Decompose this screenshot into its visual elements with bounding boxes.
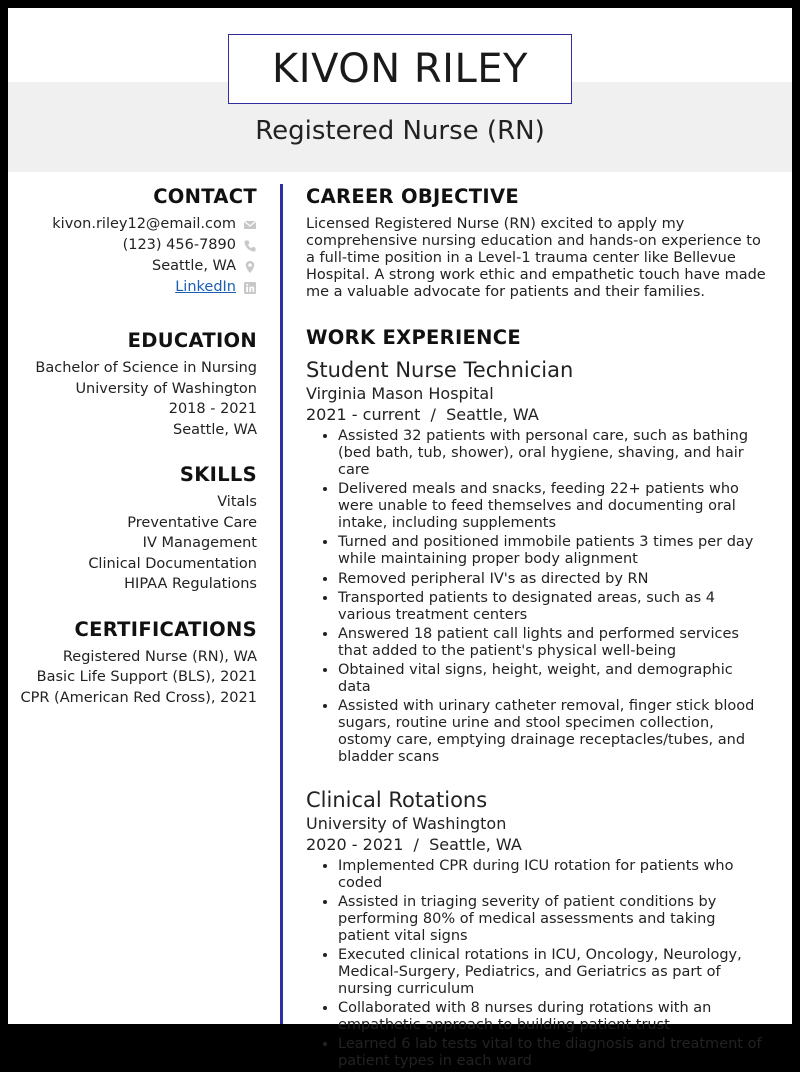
job-bullet: • Implemented CPR during ICU rotation for patients who coded: [338, 858, 766, 892]
education-degree: Bachelor of Science in Nursing: [35, 360, 257, 376]
contact-phone: (123) 456-7890: [122, 237, 236, 254]
location-pin-icon: [243, 260, 257, 274]
objective-heading: CAREER OBJECTIVE: [306, 185, 519, 208]
envelope-icon: [243, 218, 257, 232]
phone-icon: [243, 239, 257, 253]
experience-heading: WORK EXPERIENCE: [306, 326, 522, 349]
resume-page: [8, 8, 792, 1070]
linkedin-icon: [243, 281, 257, 295]
job-company: Virginia Mason Hospital: [306, 384, 494, 403]
contact-heading: CONTACT: [153, 185, 257, 208]
job-bullet: • Transported patients to designated areas, such as 4 various treatment centers: [338, 590, 766, 624]
job-dates: 2020 - 2021 / Seattle, WA: [306, 834, 522, 854]
education-heading: EDUCATION: [127, 329, 257, 352]
contact-phone-row: [8, 235, 257, 256]
skill-item: IV Management: [142, 535, 257, 551]
job-bullet: • Assisted 32 patients with personal care, such as bathing (bed bath, tub, shower), oral hygiene, shaving, and hair care: [338, 428, 766, 479]
education-location: Seattle, WA: [172, 421, 257, 438]
contact-email-row: [8, 214, 257, 235]
job-bullet: • Executed clinical rotations in ICU, Oncology, Neurology, Medical-Surgery, Pediatrics, and Geriatrics as part of nursing curriculum: [338, 947, 766, 998]
skill-item: HIPAA Regulations: [124, 576, 257, 592]
contact-location-row: [8, 256, 257, 277]
right-column: [306, 184, 766, 1072]
contact-email[interactable]: kivon.riley12@email.com: [52, 216, 236, 233]
certification-item: Registered Nurse (RN), WA: [62, 648, 257, 665]
job-title-header: Registered Nurse (RN): [255, 116, 545, 146]
job-title: Clinical Rotations: [306, 787, 488, 812]
skills-heading: SKILLS: [179, 463, 257, 486]
column-divider: [280, 184, 283, 1024]
job-entry: [306, 787, 766, 1071]
linkedin-link[interactable]: LinkedIn: [175, 279, 236, 296]
job-bullets: [306, 428, 766, 766]
certifications-heading: CERTIFICATIONS: [74, 617, 257, 641]
skill-item: Clinical Documentation: [88, 555, 257, 572]
job-bullet: • Obtained vital signs, height, weight, and demographic data: [338, 662, 766, 696]
contact-linkedin-row: [8, 277, 257, 298]
job-bullets: [306, 858, 766, 1071]
education-school: University of Washington: [75, 380, 257, 397]
education-years: 2018 - 2021: [168, 401, 257, 417]
contact-location: Seattle, WA: [151, 258, 236, 275]
candidate-name: KIVON RILEY: [228, 34, 572, 104]
certification-item: Basic Life Support (BLS), 2021: [36, 669, 257, 685]
job-bullet: • Removed peripheral IV's as directed by RN: [338, 571, 766, 588]
skill-item: Preventative Care: [127, 514, 257, 531]
skill-item: Vitals: [217, 494, 257, 510]
job-bullet: • Assisted in triaging severity of patient conditions by performing 80% of medical assessments and taking patient vital signs: [338, 894, 766, 945]
job-bullet: • Collaborated with 8 nurses during rotations with an empathetic approach to building patient trust: [338, 1000, 766, 1034]
certification-item: CPR (American Red Cross), 2021: [20, 689, 257, 706]
job-bullet: • Answered 18 patient call lights and performed services that added to the patient's physical well-being: [338, 626, 766, 660]
job-bullet: • Turned and positioned immobile patients 3 times per day while maintaining proper body alignment: [338, 534, 766, 568]
job-bullet: • Learned 6 lab tests vital to the diagnosis and treatment of patient types in each ward: [338, 1036, 766, 1070]
job-company: University of Washington: [306, 813, 507, 833]
job-entry: [306, 357, 766, 766]
job-bullet: • Delivered meals and snacks, feeding 22+ patients who were unable to feed themselves and documenting oral intake, including supplements: [338, 481, 766, 532]
objective-text: Licensed Registered Nurse (RN) excited to apply my comprehensive nursing education and hands-on experience to a full-time position in a Level-1 trauma center like Bellevue Hospital. A strong work ethic and empathetic touch have made me a valuable advocate for patients and their families.: [306, 216, 766, 300]
left-column: [8, 184, 257, 708]
job-bullet: • Assisted with urinary catheter removal, finger stick blood sugars, routine urine and stool specimen collection, ostomy care, emptying drainage receptacles/tubes, and bladder scans: [338, 698, 766, 766]
job-dates: 2021 - current / Seattle, WA: [306, 405, 539, 424]
job-title: Student Nurse Technician: [306, 358, 574, 382]
